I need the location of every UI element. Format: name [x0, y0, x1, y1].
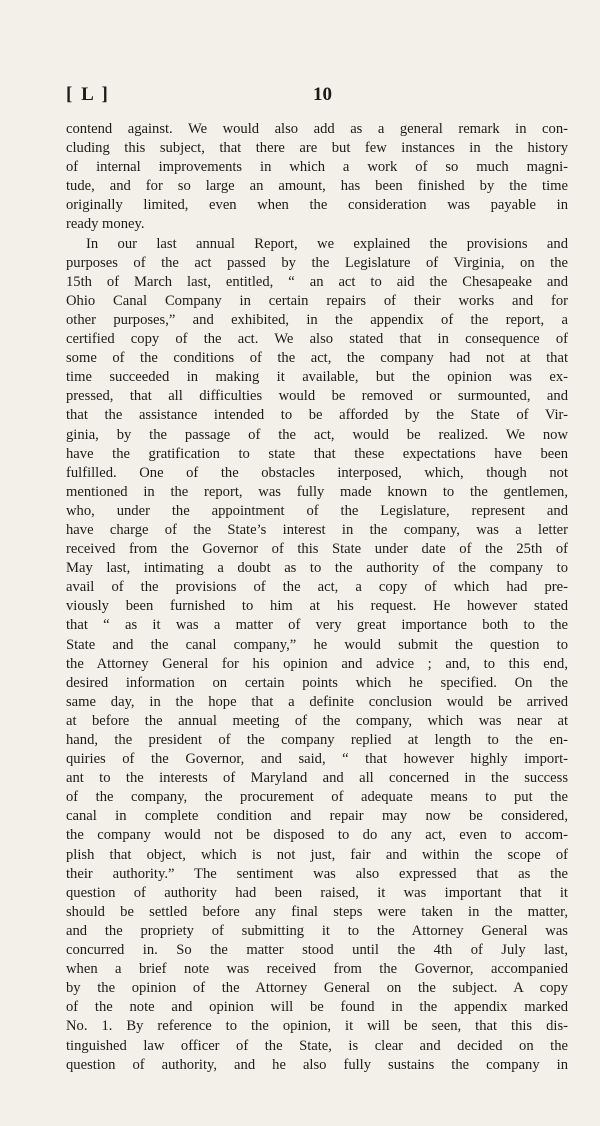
- text-line: the company would not be disposed to do any act, even to accom-: [66, 827, 568, 844]
- text-line: by the opinion of the Attorney General on the subject. A copy: [66, 980, 568, 997]
- text-line: that the assistance intended to be afforded by the State of Vir-: [66, 407, 568, 424]
- text-line: canal in complete condition and repair may now be considered,: [66, 808, 568, 825]
- text-line: contend against. We would also add as a general remark in con-: [66, 121, 568, 137]
- text-line: plish that object, which is not just, fair and within the scope of: [66, 846, 568, 863]
- text-line: tinguished law officer of the State, is clear and decided on the: [66, 1037, 568, 1054]
- text-line: quiries of the Governor, and said, “ that however highly import-: [66, 751, 568, 768]
- text-line: fulfilled. One of the obstacles interposed, which, though not: [66, 464, 568, 481]
- text-line: of the company, the procurement of adequate means to put the: [66, 789, 568, 806]
- text-line: viously been furnished to him at his request. He however stated: [66, 598, 568, 615]
- text-line: have the gratification to state that these expectations have been: [66, 445, 568, 462]
- text-line: purposes of the act passed by the Legislature of Virginia, on the: [66, 254, 568, 271]
- text-line: question of authority had been raised, it was important that it: [66, 884, 568, 901]
- text-line: that “ as it was a matter of very great importance both to the: [66, 617, 568, 634]
- text-line: ready money.: [66, 216, 145, 233]
- text-line: their authority.” The sentiment was also expressed that as the: [66, 865, 568, 882]
- text-line: No. 1. By reference to the opinion, it will be seen, that this dis-: [66, 1018, 568, 1035]
- text-line: when a brief note was received from the Governor, accompanied: [66, 961, 568, 978]
- text-line: at before the annual meeting of the company, which was near at: [66, 712, 568, 729]
- text-line: originally limited, even when the consideration was payable in: [66, 197, 568, 214]
- text-line: 15th of March last, entitled, “ an act to aid the Chesapeake and: [66, 273, 568, 290]
- text-line: tude, and for so large an amount, has been finished by the time: [66, 178, 568, 195]
- text-line: same day, in the hope that a definite conclusion would be arrived: [66, 693, 568, 710]
- text-line: cluding this subject, that there are but few instances in the history: [66, 140, 568, 157]
- page-header: [66, 84, 568, 110]
- text-line: received from the Governor of this State under date of the 25th of: [66, 541, 568, 558]
- text-line: and the propriety of submitting it to the Attorney General was: [66, 922, 568, 939]
- text-line: ant to the interests of Maryland and all concerned in the success: [66, 770, 568, 787]
- text-line: have charge of the State’s interest in the company, was a letter: [66, 521, 568, 538]
- text-line: In our last annual Report, we explained the provisions and: [86, 235, 568, 252]
- text-line: mentioned in the report, was fully made known to the gentlemen,: [66, 483, 568, 500]
- text-line: who, under the appointment of the Legislature, represent and: [66, 502, 568, 519]
- page-number: 10: [313, 84, 332, 105]
- text-line: should be settled before any final steps were taken in the matter,: [66, 903, 568, 920]
- text-line: of internal improvements in which a work of so much magni-: [66, 159, 568, 176]
- text-line: the Attorney General for his opinion and advice ; and, to this end,: [66, 655, 568, 672]
- text-line: concurred in. So the matter stood until the 4th of July last,: [66, 942, 568, 959]
- body-text: [66, 120, 568, 1075]
- text-line: hand, the president of the company replied at length to the en-: [66, 732, 568, 748]
- text-line: some of the conditions of the act, the company had not at that: [66, 350, 568, 367]
- text-line: other purposes,” and exhibited, in the appendix of the report, a: [66, 311, 568, 328]
- text-line: avail of the provisions of the act, a copy of which had pre-: [66, 579, 568, 596]
- text-line: time succeeded in making it available, but the opinion was ex-: [66, 369, 568, 386]
- signature-mark: [ L ]: [66, 84, 110, 105]
- text-line: question of authority, and he also fully sustains the company in: [66, 1056, 568, 1073]
- text-line: Ohio Canal Company in certain repairs of their works and for: [66, 292, 568, 309]
- text-line: pressed, that all difficulties would be removed or surmounted, and: [66, 388, 568, 405]
- text-line: certified copy of the act. We also stated that in consequence of: [66, 331, 568, 348]
- text-line: State and the canal company,” he would submit the question to: [66, 636, 568, 653]
- text-line: desired information on certain points which he specified. On the: [66, 674, 568, 691]
- text-line: ginia, by the passage of the act, would be realized. We now: [66, 426, 568, 443]
- text-line: of the note and opinion will be found in the appendix marked: [66, 999, 568, 1016]
- text-line: May last, intimating a doubt as to the authority of the company to: [66, 560, 568, 577]
